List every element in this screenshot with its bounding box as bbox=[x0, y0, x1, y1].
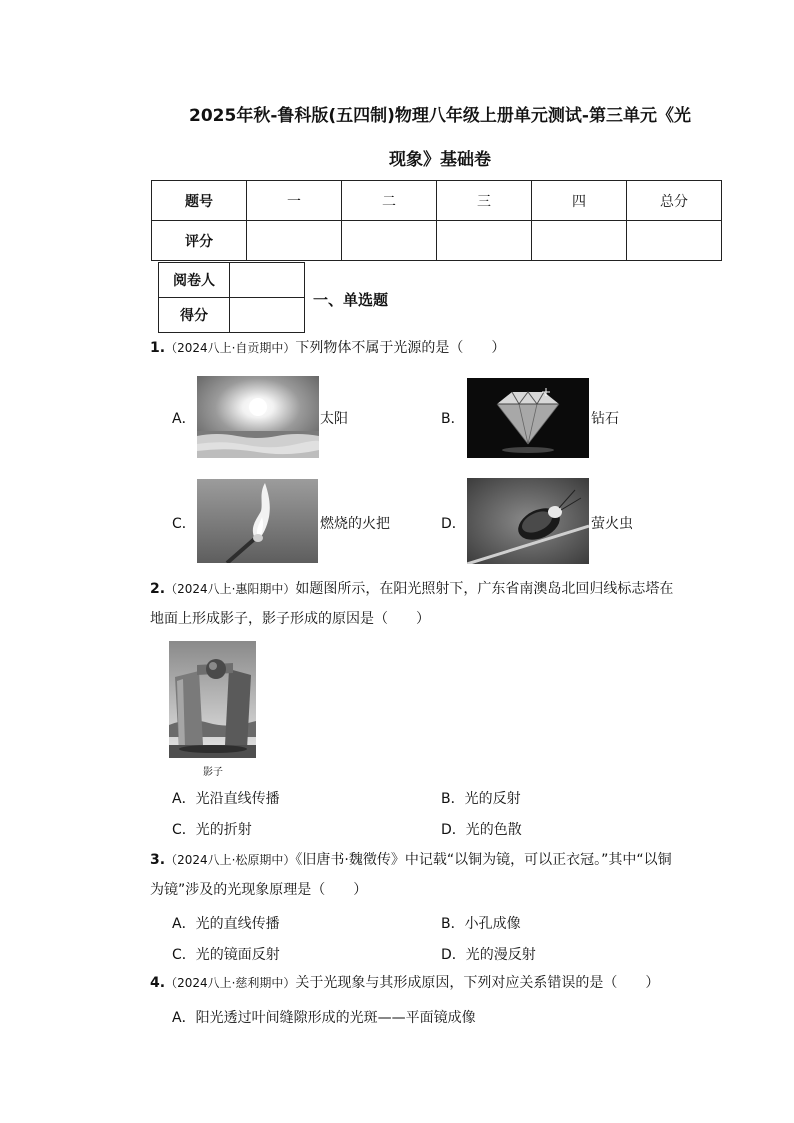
diamond-image bbox=[467, 378, 589, 458]
image-caption: 影子 bbox=[203, 767, 223, 778]
question-text: 《旧唐书·魏徵传》中记载“以铜为镜，可以正衣冠。”其中“以铜 bbox=[295, 852, 672, 868]
question-3-line2: 为镜”涉及的光现象原理是（ ） bbox=[150, 882, 368, 898]
question-text: 下列物体不属于光源的是（ ） bbox=[295, 340, 506, 356]
document-title-line2: 现象》基础卷 bbox=[389, 150, 491, 170]
question-source: （2024八上·自贡期中） bbox=[165, 341, 296, 355]
option-label: 钻石 bbox=[591, 411, 619, 427]
question-number: 3. bbox=[150, 852, 166, 868]
option-b: B．光的反射 bbox=[441, 791, 521, 807]
option-label: 燃烧的火把 bbox=[320, 516, 390, 532]
option-letter: C． bbox=[172, 516, 196, 532]
option-b: B．小孔成像 bbox=[441, 916, 521, 932]
section-heading: 一、单选题 bbox=[313, 291, 389, 309]
question-3 bbox=[150, 845, 672, 876]
score-cell bbox=[532, 221, 627, 261]
score-header-cell: 三 bbox=[437, 181, 532, 221]
option-a: A．光的直线传播 bbox=[172, 916, 280, 932]
question-source: （2024八上·惠阳期中） bbox=[165, 582, 296, 596]
question-source: （2024八上·慈利期中） bbox=[165, 976, 296, 990]
question-1 bbox=[150, 333, 505, 364]
score-header-cell: 二 bbox=[342, 181, 437, 221]
score-header-cell: 四 bbox=[532, 181, 627, 221]
question-4 bbox=[150, 968, 659, 999]
score-value-cell bbox=[230, 298, 305, 333]
score-label: 得分 bbox=[159, 298, 230, 333]
option-a: A．光沿直线传播 bbox=[172, 791, 280, 807]
score-row-label: 评分 bbox=[152, 221, 247, 261]
question-number: 1. bbox=[150, 340, 166, 356]
option-d: D．光的漫反射 bbox=[441, 947, 536, 963]
option-c: C．光的镜面反射 bbox=[172, 947, 280, 963]
question-2 bbox=[150, 574, 673, 605]
score-header-cell: 一 bbox=[247, 181, 342, 221]
option-label: 萤火虫 bbox=[591, 516, 633, 532]
sun-image bbox=[197, 376, 319, 458]
reviewer-cell bbox=[230, 263, 305, 298]
option-d: D．光的色散 bbox=[441, 822, 522, 838]
question-2-line2: 地面上形成影子，影子形成的原因是（ ） bbox=[150, 611, 430, 627]
score-table bbox=[151, 180, 722, 261]
question-text: 关于光现象与其形成原因，下列对应关系错误的是（ ） bbox=[295, 975, 660, 991]
option-letter: D． bbox=[441, 516, 466, 532]
option-label: 太阳 bbox=[320, 411, 348, 427]
question-text: 如题图所示，在阳光照射下，广东省南澳岛北回归线标志塔在 bbox=[295, 581, 674, 597]
tower-shadow-image bbox=[169, 641, 256, 758]
score-header-cell: 题号 bbox=[152, 181, 247, 221]
option-a: A．阳光透过叶间缝隙形成的光斑——平面镜成像 bbox=[172, 1010, 476, 1026]
grader-table bbox=[158, 262, 305, 333]
score-cell bbox=[342, 221, 437, 261]
score-cell bbox=[437, 221, 532, 261]
question-number: 2. bbox=[150, 581, 166, 597]
option-c: C．光的折射 bbox=[172, 822, 252, 838]
score-header-cell: 总分 bbox=[627, 181, 722, 221]
torch-image bbox=[197, 479, 318, 563]
score-cell bbox=[627, 221, 722, 261]
question-number: 4. bbox=[150, 975, 166, 991]
question-source: （2024八上·松原期中） bbox=[165, 853, 296, 867]
document-title-line1: 2025年秋-鲁科版(五四制)物理八年级上册单元测试-第三单元《光 bbox=[189, 106, 691, 126]
option-letter: B． bbox=[441, 411, 465, 427]
firefly-image bbox=[467, 478, 589, 564]
reviewer-label: 阅卷人 bbox=[159, 263, 230, 298]
option-letter: A． bbox=[172, 411, 196, 427]
score-cell bbox=[247, 221, 342, 261]
